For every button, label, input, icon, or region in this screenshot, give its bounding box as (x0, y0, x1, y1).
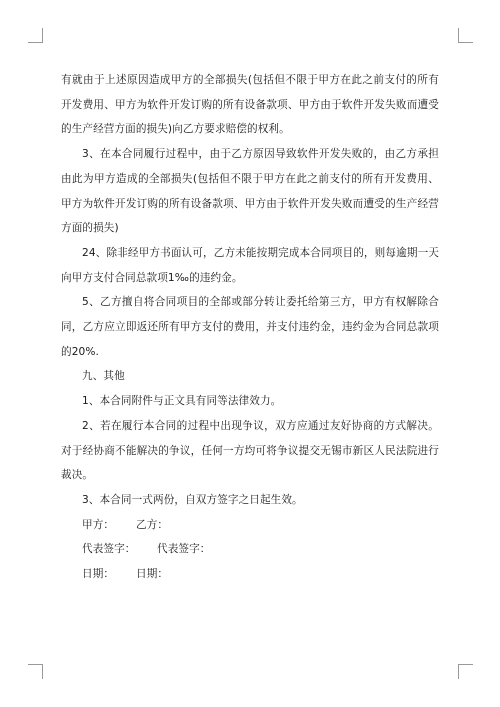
paragraph-clause-5: 5、乙方擅自将合同项目的全部或部分转让委托给第三方，甲方有权解除合同，乙方应立即返还所有甲方支付的费用，并支付违约金，违约金为合同总款项的20%. (61, 296, 439, 358)
corner-mark-bottom-right (458, 664, 473, 679)
signature-representatives-row (61, 537, 439, 562)
section-heading-other: 九、其他 (82, 370, 125, 383)
rep-a-label: 代表签字： (82, 543, 136, 556)
paragraph-clause-3: 3、在本合同履行过程中，由于乙方原因导致软件开发失败的，由乙方承担由此为甲方造成的全部损失(包括但不限于甲方在此之前支付的所有开发费用、甲方为软件开发订购的所有设备款项、甲方由于软件开发失败而遭受的生产经营方面的损失) (61, 148, 439, 235)
paragraph-continuation: 有就由于上述原因造成甲方的全部损失(包括但不限于甲方在此之前支付的所有开发费用、甲方为软件开发订购的所有设备款项、甲方由于软件开发失败而遭受的生产经营方面的损失)向乙方要求赔偿的权利。 (61, 74, 439, 136)
paragraph-clause-24: 24、除非经甲方书面认可，乙方未能按期完成本合同项目的，则每逾期一天向甲方支付合同总款项1‰的违约金。 (61, 246, 439, 284)
rep-b-label: 代表签字： (157, 543, 211, 556)
corner-mark-bottom-left (28, 664, 43, 679)
paragraph-other-2: 2、若在履行本合同的过程中出现争议，双方应通过友好协商的方式解决。对于经协商不能解决的争议，任何一方均可将争议提交无锡市新区人民法院进行裁决。 (61, 419, 439, 482)
paragraph-other-3: 3、本合同一式两份，自双方签字之日起生效。 (82, 493, 303, 506)
party-a-label: 甲方： (82, 518, 115, 531)
date-b-label: 日期： (136, 568, 169, 581)
paragraph-other-1: 1、本合同附件与正文具有同等法律效力。 (82, 395, 282, 408)
corner-mark-top-left (28, 28, 43, 43)
signature-dates-row (61, 562, 439, 587)
signature-parties-row (61, 513, 439, 538)
document-body (61, 68, 439, 587)
date-a-label: 日期： (82, 568, 115, 581)
party-b-label: 乙方： (136, 518, 169, 531)
corner-mark-top-right (458, 28, 473, 43)
